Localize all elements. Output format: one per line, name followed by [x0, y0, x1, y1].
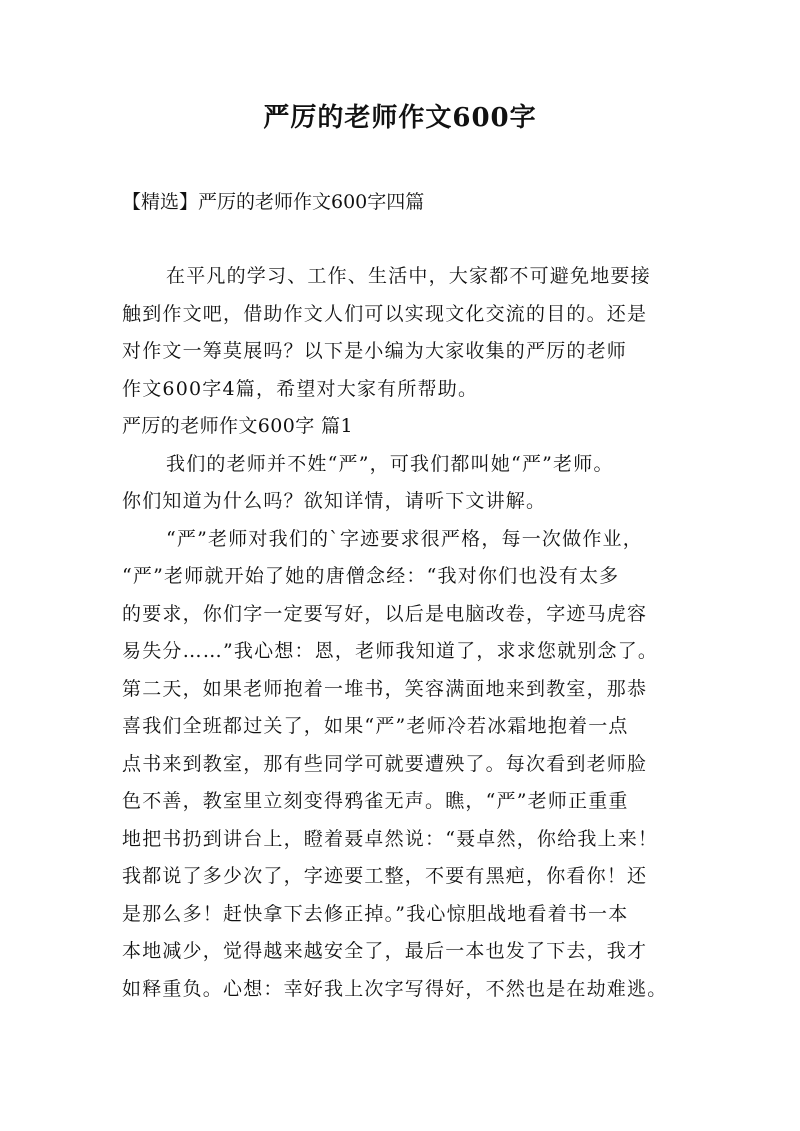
paragraph-line: 我都说了多少次了，字迹要工整，不要有黑疤，你看你！还	[122, 865, 648, 887]
paragraph-line: “严”老师对我们的`字迹要求很严格，每一次做作业，	[166, 527, 643, 550]
paragraph-line: “严”老师就开始了她的唐僧念经：“我对你们也没有太多	[122, 565, 620, 587]
paragraph-line: 你们知道为什么吗？欲知详情，请听下文讲解。	[122, 490, 547, 512]
paragraph-line: 的要求，你们字一定要写好，以后是电脑改卷，字迹马虎容	[122, 602, 648, 625]
document-subtitle: 【精选】严厉的老师作文600字四篇	[122, 191, 425, 213]
paragraph-line: 点书来到教室，那有些同学可就要遭殃了。每次看到老师脸	[122, 752, 648, 775]
paragraph-line: 如释重负。心想：幸好我上次字写得好，不然也是在劫难逃。	[122, 977, 668, 1000]
document-title: 严厉的老师作文600字	[263, 103, 537, 133]
paragraph-line: 第二天，如果老师抱着一堆书，笑容满面地来到教室，那恭	[122, 677, 648, 700]
paragraph-line: 喜我们全班都过关了，如果“严”老师冷若冰霜地抱着一点	[122, 715, 629, 737]
paragraph-line: 作文600字4篇，希望对大家有所帮助。	[122, 377, 479, 400]
paragraph-line: 地把书扔到讲台上，瞪着聂卓然说：“聂卓然，你给我上来！	[122, 827, 659, 850]
paragraph-line: 我们的老师并不姓“严”，可我们都叫她“严”老师。	[166, 452, 614, 475]
paragraph-line: 对作文一筹莫展吗？以下是小编为大家收集的严厉的老师	[122, 340, 628, 362]
paragraph-line: 触到作文吧，借助作文人们可以实现文化交流的目的。还是	[122, 302, 648, 325]
paragraph-line: 色不善，教室里立刻变得鸦雀无声。瞧，“严”老师正重重	[122, 790, 629, 812]
paragraph-line: 本地减少，觉得越来越安全了，最后一本也发了下去，我才	[122, 940, 648, 962]
document-body	[122, 258, 697, 1008]
paragraph-line: 是那么多！赶快拿下去修正掉。”我心惊胆战地看着书一本	[122, 902, 629, 925]
paragraph-line: 易失分……”我心想：恩，老师我知道了，求求您就别念了。	[122, 640, 659, 662]
paragraph-line: 在平凡的学习、工作、生活中，大家都不可避免地要接	[166, 265, 651, 287]
section-heading: 严厉的老师作文600字 篇1	[122, 415, 353, 437]
